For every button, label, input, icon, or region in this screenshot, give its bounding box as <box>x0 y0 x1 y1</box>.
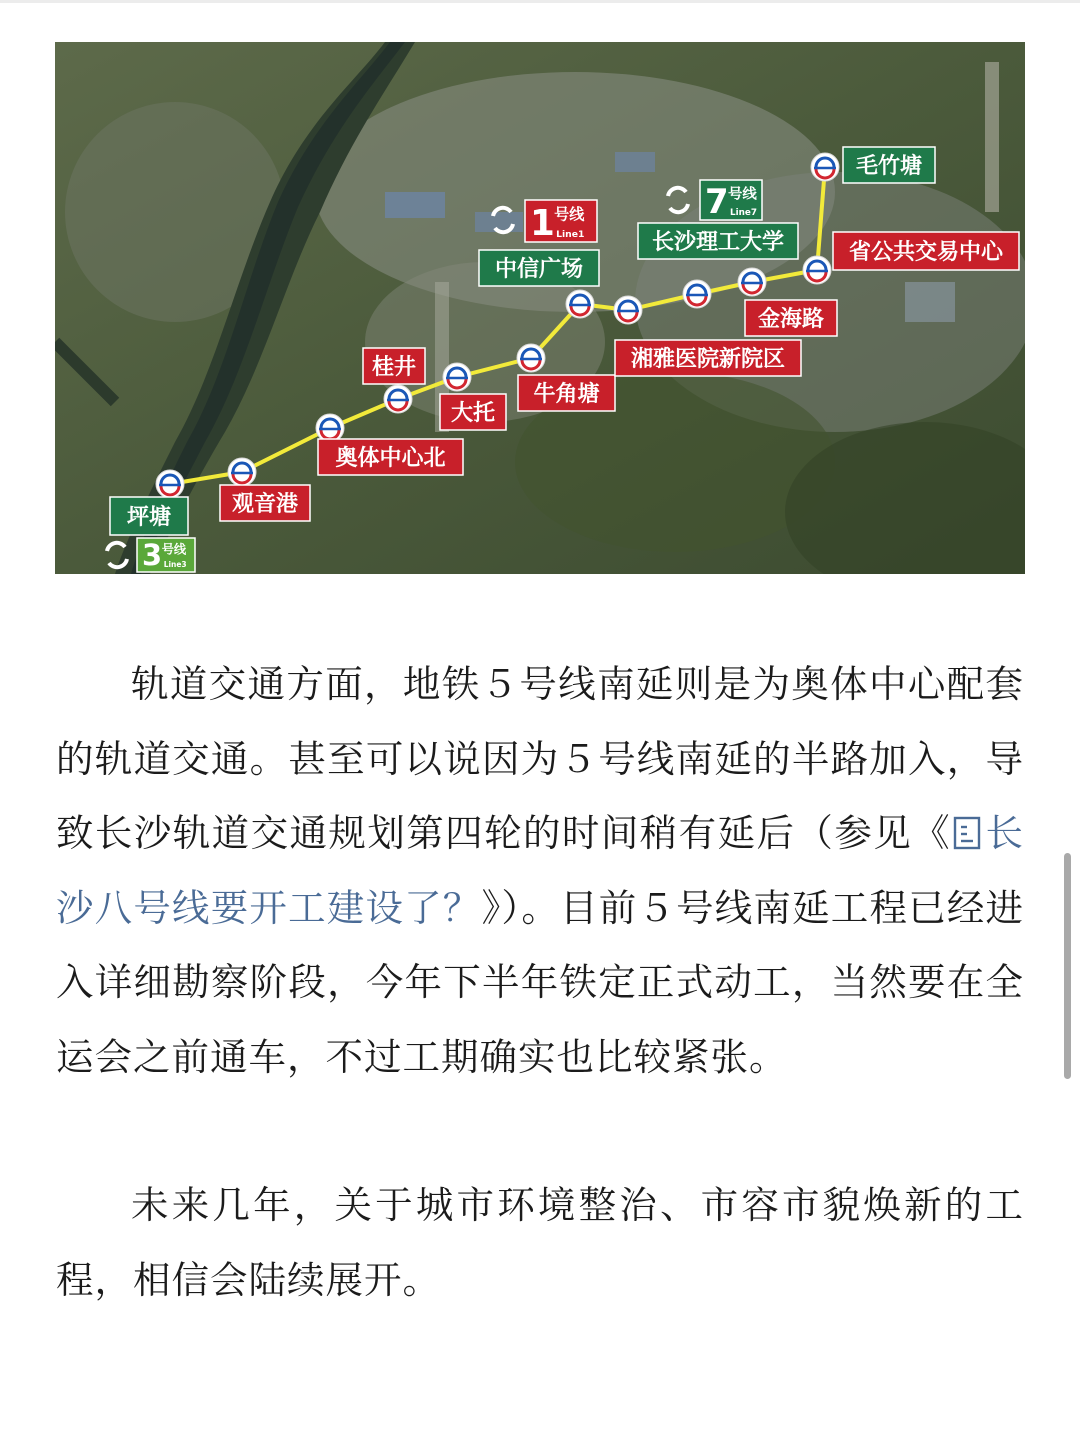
svg-text:号线: 号线 <box>728 186 757 203</box>
svg-text:Line1: Line1 <box>556 229 585 240</box>
station-label: 坪塘 <box>126 505 172 530</box>
paragraph-1-text-after: 》）。目前５号线南延工程已经进入详细勘察阶段，今年下半年铁定正式动工，当然要在全运会之前通车，不过工期确实也比较紧张。 <box>56 885 1025 1079</box>
metro-station-icon <box>738 268 766 296</box>
svg-text:1: 1 <box>530 203 555 244</box>
station-label: 牛角塘 <box>533 382 600 407</box>
station-label: 中信广场 <box>494 257 584 282</box>
station-label: 奥体中心北 <box>335 446 446 471</box>
station-label: 毛竹塘 <box>855 154 923 179</box>
paragraph-1-text-before: 轨道交通方面，地铁５号线南延则是为奥体中心配套的轨道交通。甚至可以说因为５号线南延的半路加入，导致长沙轨道交通规划第四轮的时间稍有延后（参见《 <box>56 662 1024 855</box>
scrollbar-thumb[interactable] <box>1064 853 1071 1079</box>
metro-station-icon <box>156 470 184 498</box>
station-label: 大托 <box>450 401 496 426</box>
metro-station-icon <box>384 385 412 413</box>
svg-text:7: 7 <box>705 182 729 222</box>
station-label: 金海路 <box>757 307 825 332</box>
top-divider <box>0 0 1080 3</box>
station-label: 桂井 <box>371 355 417 380</box>
svg-text:3: 3 <box>142 538 163 572</box>
metro-map-satellite <box>55 42 1025 574</box>
station-label: 长沙理工大学 <box>651 230 785 255</box>
document-icon <box>953 816 981 850</box>
svg-text:Line7: Line7 <box>730 208 757 218</box>
metro-station-icon <box>614 296 642 324</box>
metro-station-icon <box>316 414 344 442</box>
metro-station-icon <box>228 458 256 486</box>
svg-text:Line3: Line3 <box>163 560 187 569</box>
article-link-text[interactable]: 长沙八号线要开工建设了？ <box>56 811 1025 930</box>
station-label: 观音港 <box>231 492 299 517</box>
svg-text:号线: 号线 <box>161 542 187 557</box>
metro-station-icon <box>811 153 839 181</box>
paragraph-2: 未来几年，关于城市环境整治、市容市貌焕新的工程，相信会陆续展开。 <box>56 1183 1024 1302</box>
metro-map-image <box>55 42 1025 574</box>
metro-station-icon <box>566 290 594 318</box>
svg-text:号线: 号线 <box>554 205 585 224</box>
article-body <box>56 647 1024 1317</box>
paragraph-1 <box>56 647 1024 1094</box>
station-label: 省公共交易中心 <box>848 240 1004 265</box>
metro-station-icon <box>803 256 831 284</box>
station-label: 湘雅医院新院区 <box>630 347 786 372</box>
metro-station-icon <box>683 280 711 308</box>
metro-station-icon <box>517 344 545 372</box>
metro-station-icon <box>443 363 471 391</box>
